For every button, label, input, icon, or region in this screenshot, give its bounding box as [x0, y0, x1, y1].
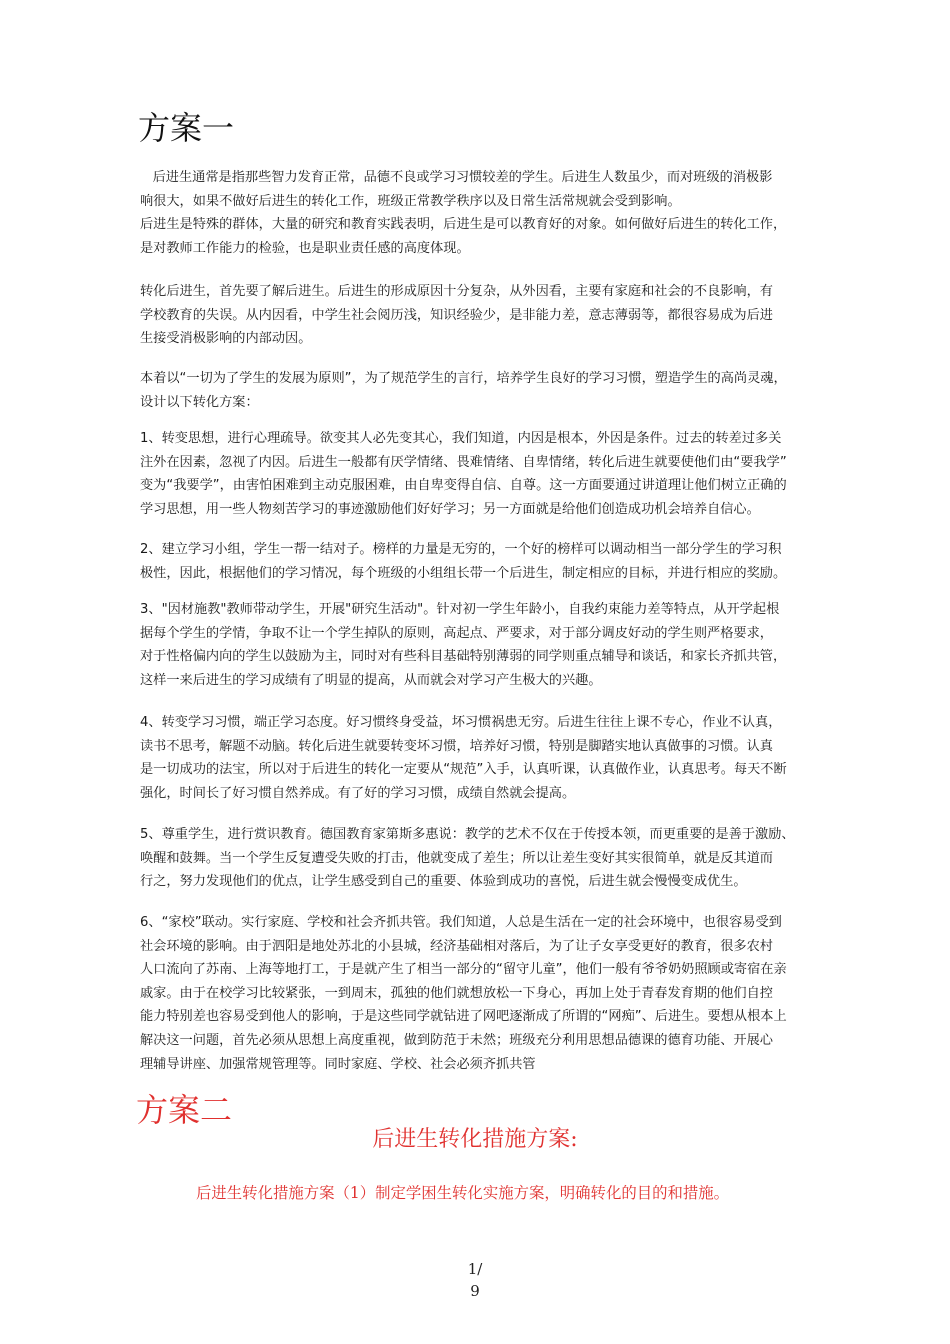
text-line: 能力特别差也容易受到他人的影响，于是这些同学就钻进了网吧逐渐成了所谓的“网痴”、后进生。要想从根本上 — [140, 1009, 787, 1025]
paragraph-7 — [140, 711, 816, 805]
text-line: 本着以“一切为了学生的发展为原则”，为了规范学生的言行，培养学生良好的学习习惯，塑造学生的高尚灵魂， — [140, 371, 787, 386]
page-number-total: 9 — [470, 1282, 480, 1300]
text-line: 社会环境的影响。由于泗阳是地处苏北的小县城，经济基础相对落后，为了让子女享受更好的教育，很多农村 — [140, 938, 773, 954]
paragraph-3 — [140, 367, 816, 414]
text-line: 生接受消极影响的内部动因。 — [140, 331, 312, 347]
text-line: 强化，时间长了好习惯自然养成。有了好的学习习惯，成绩自然就会提高。 — [140, 785, 576, 801]
text-line: 学习思想，用一些人物刻苦学习的事迹激励他们好好学习；另一方面就是给他们创造成功机会培养自信心。 — [140, 501, 760, 517]
section-1-title: 方案一 — [138, 109, 235, 147]
paragraph-4 — [140, 427, 816, 521]
text-line: 是对教师工作能力的检验，也是职业责任感的高度体现。 — [140, 240, 470, 256]
text-line: 对于性格偏内向的学生以鼓励为主，同时对有些科目基础特别薄弱的同学则重点辅导和谈话，和家长齐抓共管， — [140, 649, 787, 665]
paragraph-9 — [140, 911, 816, 1076]
text-line: 学校教育的失误。从内因看，中学生社会阅历浅，知识经验少，是非能力差，意志薄弱等，都很容易成为后进 — [140, 307, 773, 323]
paragraph-6 — [140, 598, 816, 692]
text-line: 是一切成功的法宝，所以对于后进生的转化一定要从“规范”入手，认真听课，认真做作业，认真思考。每天不断 — [140, 762, 787, 778]
text-line: 5、尊重学生，进行赏识教育。德国教育家第斯多惠说：教学的艺术不仅在于传授本领，而更重要的是善于激励、 — [140, 827, 795, 842]
text-line: 3、"因材施教"教师带动学生，开展"研究生活动"。针对初一学生年龄小，自我约束能力差等特点，从开学起根 — [140, 602, 780, 617]
text-line: 这样一来后进生的学习成绩有了明显的提高，从而就会对学习产生极大的兴趣。 — [140, 672, 602, 688]
text-line: 转化后进生，首先要了解后进生。后进生的形成原因十分复杂，从外因看，主要有家庭和社会的不良影响，有 — [140, 284, 773, 299]
text-line: 解决这一问题，首先必须从思想上高度重视，做到防范于未然；班级充分利用思想品德课的德育功能、开展心 — [140, 1032, 773, 1048]
text-line: 据每个学生的学情，争取不让一个学生掉队的原则，高起点、严要求，对于部分调皮好动的学生则严格要求， — [140, 625, 773, 641]
text-line: 极性，因此，根据他们的学习情况，每个班级的小组组长带一个后进生，制定相应的目标，并进行相应的奖励。 — [140, 565, 787, 581]
text-line: 理辅导讲座、加强常规管理等。同时家庭、学校、社会必须齐抓共管 — [140, 1056, 536, 1072]
page-number-current: 1/ — [467, 1260, 483, 1278]
paragraph-8 — [140, 823, 816, 894]
text-line: 行之，努力发现他们的优点，让学生感受到自己的重要、体验到成功的喜悦，后进生就会慢慢变成优生。 — [140, 874, 747, 890]
text-line: 注外在因素，忽视了内因。后进生一般都有厌学情绪、畏难情绪、自卑情绪，转化后进生就要使他们由“要我学” — [140, 454, 787, 470]
subtitle-text: 后进生转化措施方案: — [372, 1127, 578, 1152]
text-line: 唤醒和鼓舞。当一个学生反复遭受失败的打击，他就变成了差生；所以让差生变好其实很简单，就是反其道而 — [140, 850, 773, 866]
text-line: 后进生通常是指那些智力发育正常，品德不良或学习习惯较差的学生。后进生人数虽少，而对班级的消极影 — [140, 170, 773, 185]
paragraph-5 — [140, 538, 816, 585]
text-line: 人口流向了苏南、上海等地打工，于是就产生了相当一部分的“留守儿童”，他们一般有爷爷奶奶照顾或寄宿在亲 — [140, 962, 787, 978]
text-line: 4、转变学习习惯，端正学习态度。好习惯终身受益，坏习惯祸患无穷。后进生往往上课不专心，作业不认真， — [140, 715, 782, 730]
page-number — [0, 1258, 950, 1302]
text-line: 响很大，如果不做好后进生的转化工作，班级正常教学秩序以及日常生活常规就会受到影响。 — [140, 193, 681, 209]
text-line: 戚家。由于在校学习比较紧张，一到周末，孤独的他们就想放松一下身心，再加上处于青春发育期的他们自控 — [140, 985, 773, 1001]
text-line: 2、建立学习小组，学生一帮一结对子。榜样的力量是无穷的，一个好的榜样可以调动相当一部分学生的学习积 — [140, 542, 782, 557]
text-line: 6、“家校”联动。实行家庭、学校和社会齐抓共管。我们知道，人总是生活在一定的社会环境中，也很容易受到 — [140, 915, 782, 930]
text-line: 读书不思考，解题不动脑。转化后进生就要转变坏习惯，培养好习惯，特别是脚踏实地认真做事的习惯。认真 — [140, 738, 773, 754]
paragraph-2 — [140, 280, 816, 351]
section-2-first-line: 后进生转化措施方案（1）制定学困生转化实施方案，明确转化的目的和措施。 — [196, 1184, 730, 1202]
text-line: 后进生是特殊的群体，大量的研究和教育实践表明，后进生是可以教育好的对象。如何做好后进生的转化工作， — [140, 217, 787, 233]
section-2-subtitle — [0, 1124, 950, 1156]
section-2-title: 方案二 — [136, 1091, 233, 1129]
text-line: 设计以下转化方案： — [140, 394, 259, 410]
text-line: 变为“我要学”，由害怕困难到主动克服困难，由自卑变得自信、自尊。这一方面要通过讲道理让他们树立正确的 — [140, 478, 787, 494]
text-line: 1、转变思想，进行心理疏导。欲变其人必先变其心，我们知道，内因是根本，外因是条件。过去的转差过多关 — [140, 431, 782, 446]
paragraph-1 — [140, 166, 816, 260]
